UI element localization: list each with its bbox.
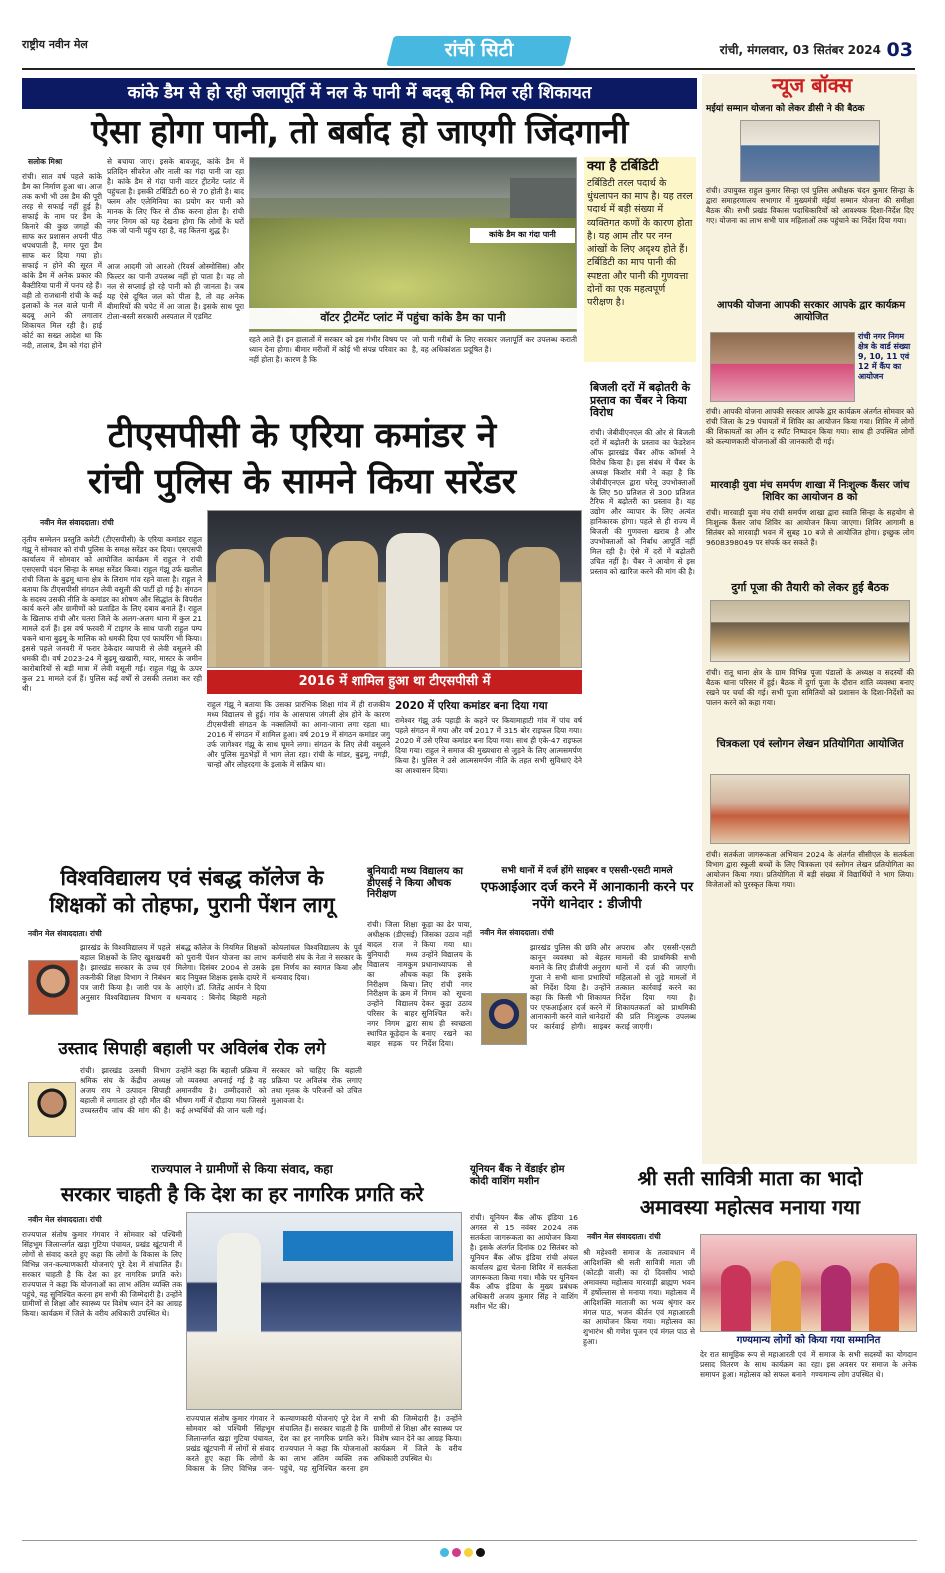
footer-rule [22, 1540, 917, 1541]
university-headline-line-1: विश्वविद्यालय एवं संबद्ध कॉलेज के [60, 866, 324, 890]
officer-figure [448, 539, 500, 668]
ustad-headline: उस्ताद सिपाही बहाली पर अविलंब रोक लगे [58, 1039, 326, 1059]
lead-photo-caption-bottom: वॉटर ट्रीटमेंट प्लांट में पहुंचा कांके डैम का पानी [249, 308, 577, 329]
cyan-mark [440, 1548, 449, 1557]
news-item-4-headline: दुर्गा पूजा की तैयारी को लेकर हुई बैठक [731, 581, 889, 594]
governor-figure [217, 1233, 261, 1333]
officer-figure [270, 537, 322, 668]
page-number: 03 [886, 39, 913, 61]
surrender-photo-banner: 2016 में शामिल हुआ था टीएसपीसी में [207, 670, 582, 694]
university-byline: नवीन मेल संवाददाता। रांची [28, 929, 102, 938]
lead-photo [249, 157, 577, 332]
turbidity-title: क्या है टर्बिडिटी [587, 159, 659, 174]
news-item-5-headline: चित्रकला एवं स्लोगन लेखन प्रतियोगिता आयोजित [716, 738, 904, 750]
surrender-photo [207, 510, 582, 668]
sati-body-2: देर रात सामूहिक रूप से महाआरती एवं प्रसाद वितरण के साथ कार्यक्रम का समापन हुआ। महोत्सव को सफल बनाने में समाज के सभी सदस्यों का योगदान रहा। इस अवसर पर समाज के अनेक गण्यमान्य लोग उपस्थित थे। [700, 1350, 917, 1379]
fir-byline: नवीन मेल संवाददाता। रांची [480, 928, 554, 937]
news-item-3-headline: मारवाड़ी युवा मंच समर्पण शाखा में निःशुल्क कैंसर जांच शिविर का आयोजन 8 को [710, 480, 910, 503]
lead-kicker: कांके डैम से हो रही जलापूर्ति में नल के पानी में बदबू की मिल रही शिकायत [22, 78, 697, 109]
sati-photo [700, 1234, 917, 1332]
teacher-portrait [28, 960, 78, 1015]
surrender-col-mid: राहुल गंझू ने बताया कि उसका प्रारंभिक शिक्षा गांव में ही राजकीय मध्य विद्यालय से हुई। गांव के आसपास जंगली क्षेत्र होने के कारण टीएसपीसी संगठन के नक्सलियों का आना-जाना लगा रहता था। 2016 में संगठन में शामिल हुआ। वर्ष 2019 में संगठन कमांडर जगु उर्फ जागेश्वर गंझू के साथ घूमने लगा। संगठन के लिए लेवी वसूलने और पुलिस मुठभेड़ों में भाग लेता रहा। रांची के मांडर, बुढ़मू, नगड़ी, चान्हो और लोहरदगा के इलाके में सक्रिय था। [207, 700, 390, 769]
sati-byline: नवीन मेल संवाददाता। रांची [587, 1232, 661, 1241]
ustad-body: रांची। झारखंड उत्सवी विभाग श्रमिक संघ के केंद्रीय अध्यक्ष अजय राय ने उत्पादन सिपाही बहाली में लगातार हो रही मौत की उच्चस्तरीय जांच की मांग की है। उन्होंने कहा कि बहाली प्रक्रिया में जो व्यवस्था अपनाई गई है वह अमानवीय है। उम्मीदवारों को भीषण गर्मी में दौड़ाया गया जिससे कई अभ्यर्थियों की जान चली गई। सरकार को चाहिए कि बहाली प्रक्रिया पर अविलंब रोक लगाए तथा मृतक के परिजनों को उचित मुआवजा दे। [80, 1066, 362, 1115]
dgp-portrait [481, 993, 527, 1045]
school-body: रांची। जिला शिक्षा अधीक्षक (डीएसई) बादल राज ने बुनियादी मध्य विद्यालय नामकुम का औचक निरीक्षण किया। निरीक्षण के क्रम में उन्होंने विद्यालय परिसर के बाहर नगर निगम द्वारा स्थापित कूड़ेदान के बाहर सड़क पर कूड़ा का ढेर पाया, जिसका उठाव नहीं किया गया था। उन्होंने विद्यालय के प्रधानाध्यापक से कहा कि इसके लिए रांची नगर निगम को सूचना देकर कूड़ा उठाव सुनिश्चित करें। साथ ही स्वच्छता बनाए रखने का निर्देश दिया। [367, 920, 472, 1049]
registration-marks [440, 1548, 520, 1561]
surrender-subhead-2020: 2020 में एरिया कमांडर बना दिया गया [395, 700, 548, 712]
turbidity-box [584, 157, 696, 362]
sati-headline-line-1: श्री सती सावित्री माता का भादो [637, 1166, 863, 1190]
black-mark [476, 1548, 485, 1557]
lead-headline: ऐसा होगा पानी, तो बर्बाद हो जाएगी जिंदगानी [91, 112, 628, 151]
sati-headline-line-2: अमावस्या महोत्सव मनाया गया [639, 1195, 861, 1219]
sati-photo-caption: गण्यमान्य लोगों को किया गया सम्मानित [736, 1335, 881, 1346]
news-item-2-photo-label: रांची नगर निगम क्षेत्र के वार्ड संख्या 9, 10, 11 एवं 12 में कैंप का आयोजन [858, 332, 911, 381]
electricity-body: रांची। जेबीवीएनएल की ओर से बिजली दरों में बढ़ोतरी के प्रस्ताव का फेडरेशन ऑफ झारखंड चैंबर ऑफ कॉमर्स ने विरोध किया है। इस संबंध में चैंबर के अध्यक्ष किशोर मंत्री ने कहा है कि जेबीवीएनएल द्वारा घरेलू उपभोक्ताओं के लिए 50 प्रतिशत से 300 प्रतिशत टैरिफ में बढ़ोतरी का प्रस्ताव है। यह उद्योग और व्यापार के लिए अत्यंत हानिकारक होगा। पहले से ही राज्य में बिजली की गुणवत्ता खराब है और उपभोक्ताओं को निर्बाध आपूर्ति नहीं मिल रही है। ऐसे में दरों में बढ़ोतरी उचित नहीं है। चैंबर ने आयोग से इस प्रस्ताव को खारिज करने की मांग की है। [590, 428, 695, 576]
news-item-1-body: रांची। उपायुक्त राहुल कुमार सिन्हा एवं पुलिस अधीक्षक चंदन कुमार सिन्हा के द्वारा समाहरणालय सभागार में मुख्यमंत्री मंईयां सम्मान योजना की समीक्षा बैठक की। सभी प्रखंड विकास पदाधिकारियों को आवश्यक दिशा-निर्देश दिए गए। योजना का लाभ सभी पात्र महिलाओं तक पहुंचाने का निर्देश दिया गया। [706, 186, 914, 225]
sati-body: श्री महेश्वरी समाज के तत्वावधान में आदिशक्ति श्री सती सावित्री माता जी (कोटड़ी वाली) का दो दिवसीय भादो अमावस्या महोत्सव मारवाड़ी ब्राह्मण भवन में हर्षोल्लास से मनाया गया। महोत्सव में आदिशक्ति माताजी का भव्य श्रृंगार कर मंगल पाठ, भजन कीर्तन एवं महाआरती का आयोजन किया गया। महोत्सव का शुभारंभ श्री गणेश पूजन एवं मंगल पाठ से हुआ। [583, 1248, 695, 1347]
news-item-4-body: रांची। रातू थाना क्षेत्र के ग्राम विभिन्न पूजा पंडालों के अध्यक्ष व सदस्यों की बैठक थाना परिसर में हुई। बैठक में दुर्गा पूजा के दौरान शांति व्यवस्था बनाए रखने पर चर्चा की गई। सभी पूजा समितियों को प्रशासन के दिशा-निर्देशों का पालन करने को कहा गया। [706, 668, 914, 707]
university-body: झारखंड के विश्वविद्यालय में पहले बहाल शिक्षकों के लिए खुशखबरी है। झारखंड सरकार के उच्च एवं तकनीकी शिक्षा विभाग ने निबंधन पत्र जारी किया है। जारी पत्र के अनुसार विश्वविद्यालय विभाग व संबद्ध कॉलेज के नियमित शिक्षकों को पुरानी पेंशन योजना का लाभ मिलेगा। दिसंबर 2004 से उसके बाद नियुक्त शिक्षक इसके दायरे में आएंगे। डॉ. जितेंद्र आर्यन ने दिया धन्यवाद : बिनोद बिहारी महतो कोयलांचल विश्वविद्यालय के पूर्व कर्मचारी संघ के नेता ने सरकार के इस निर्णय का स्वागत किया और धन्यवाद दिया। [80, 943, 362, 1002]
governor-body-cont: राज्यपाल संतोष कुमार गंगवार ने सोमवार को पश्चिमी सिंहभूम जिलान्तर्गत खड़ा गुटिया पंचायत, प्रखंड खूंटपानी में लोगों से संवाद करते हुए कहा कि लोगों के विकास के लिए विभिन्न जन-कल्याणकारी योजनाएं पूरे देश में संचालित हैं। सरकार चाहती है कि देश का हर नागरिक प्रगति करे। राज्यपाल ने कहा कि योजनाओं का लाभ अंतिम व्यक्ति तक पहुंचे, यह सुनिश्चित करना हम सभी की जिम्मेदारी है। उन्होंने ग्रामीणों से शिक्षा और स्वास्थ्य पर विशेष ध्यान देने का आग्रह किया। कार्यक्रम में जिले के वरीय अधिकारी उपस्थित थे। [186, 1414, 462, 1473]
surrendered-man-figure [386, 533, 440, 668]
surrender-headline-line-2: रांची पुलिस के सामने किया सरेंडर [87, 462, 517, 502]
school-kicker: बुनियादी मध्य विद्यालय का डीएसई ने किया औचक निरीक्षण [367, 866, 464, 900]
news-item-3-body: रांची। मारवाड़ी युवा मंच रांची समर्पण शाखा द्वारा स्वाति सिन्हा के सहयोग से निःशुल्क कैंसर जांच शिविर का आयोजन किया जाएगा। शिविर आगामी 8 सितंबर को मारवाड़ी भवन में सुबह 10 बजे से आयोजित होगा। इच्छुक लोग 9608398049 पर संपर्क कर सकते हैं। [706, 508, 914, 547]
electricity-headline: बिजली दरों में बढ़ोतरी के प्रस्ताव का चैंबर ने किया विरोध [590, 381, 691, 420]
magenta-mark [452, 1548, 461, 1557]
surrender-byline: नवीन मेल संवाददाता। रांची [40, 518, 114, 527]
banner-shape [283, 1231, 453, 1261]
union-bank-body: रांची। यूनियन बैंक ऑफ इंडिया 16 अगस्त से 15 नवंबर 2024 तक सतर्कता जागरूकता का आयोजन किया है। इसके अंतर्गत दिनांक 02 सितंबर को यूनियन बैंक ऑफ इंडिया रांची अंचल कार्यालय द्वारा चेतना शिविर में सतर्कता जागरूकता किया गया। मौके पर यूनियन बैंक ऑफ इंडिया के मुख्य प्रबंधक अधिकारी अजय कुमार सिंह ने वाशिंग मशीन भेंट की। [470, 1213, 578, 1312]
governor-body: राज्यपाल संतोष कुमार गंगवार ने सोमवार को पश्चिमी सिंहभूम जिलान्तर्गत खड़ा गुटिया पंचायत, प्रखंड खूंटपानी में लोगों से संवाद करते हुए कहा कि लोगों के विकास के लिए विभिन्न जन-कल्याणकारी योजनाएं पूरे देश में संचालित हैं। सरकार चाहती है कि देश का हर नागरिक प्रगति करे। राज्यपाल ने कहा कि योजनाओं का लाभ अंतिम व्यक्ति तक पहुंचे, यह सुनिश्चित करना हम सभी की जिम्मेदारी है। उन्होंने ग्रामीणों से शिक्षा और स्वास्थ्य पर विशेष ध्यान देने का आग्रह किया। कार्यक्रम में जिले के वरीय अधिकारी उपस्थित थे। [22, 1230, 182, 1319]
paper-name: राष्ट्रीय नवीन मेल [22, 38, 88, 51]
lead-col-2: से बचाया जाए। इसके बावजूद, कांके डैम में प्रतिदिन सीवरेज और नाली का गंदा पानी जा रहा है। कांके डैम से गंदा पानी वाटर ट्रीटमेंट प्लांट में पहुंचता है। इसकी टर्बिडिटी 60 से 70 होती है। बाद फ्लम और एलेमिनिया का प्रयोग कर पानी को मानक के लिए फिर से ठीक करना होता है। रांची नगर निगम को यह देखना होगा कि लोगों के घरों तक जो पानी पहुंच रहा है, वह कितना शुद्ध है। [107, 157, 244, 236]
surrender-col-right: रामेश्वर गंझू उर्फ पहाड़ी के कहने पर कियामाहाटी गांव में पांच वर्ष पहले संगठन में गया और वर्ष 2017 में 315 बोर राइफल दिया गया। 2020 में उसे एरिया कमांडर बना दिया गया। साथ ही एके-47 राइफल दिया गया। राहुल ने समाज की मुख्यधारा से जुड़ने के लिए आत्मसमर्पण किया है। पुलिस ने उसे आत्मसमर्पण नीति के तहत सभी सुविधाएं देने का आश्वासन दिया। [395, 716, 582, 775]
officer-figure [328, 541, 378, 668]
governor-photo [186, 1212, 462, 1410]
turbidity-body: टर्बिडिटी तरल पदार्थ के धुंधलापन का माप है। यह तरल पदार्थ में बड़ी संख्या में व्यक्तिगत कणों के कारण होता है। यह आम तौर पर नग्न आंखों के लिए अदृश्य होते हैं। टर्बिडिटी का माप पानी की स्पष्टता और पानी की गुणवत्ता दोनों का एक महत्वपूर्ण परीक्षण है। [587, 177, 693, 309]
officer-figure [508, 547, 560, 668]
news-item-2-photo [710, 332, 855, 402]
lead-byline: सलोक मिश्रा [28, 157, 63, 166]
governor-headline: सरकार चाहती है कि देश का हर नागरिक प्रगति करे [60, 1182, 424, 1206]
section-title: रांची सिटी [444, 39, 514, 61]
lead-photo-caption-top: कांके डैम का गंदा पानी [470, 228, 575, 243]
union-bank-headline: यूनियन बैंक ने वेंडाईर होम कोदी वाशिंग मशीन [470, 1164, 565, 1187]
news-item-1-photo [740, 120, 880, 182]
union-leader-portrait [28, 1082, 76, 1137]
news-item-5-photo [710, 774, 910, 844]
surrender-headline-line-1: टीएसपीसी के एरिया कमांडर ने [107, 416, 497, 456]
woman-figure [721, 1265, 751, 1332]
masthead-rule [22, 68, 915, 70]
news-item-2-body: रांची। आपकी योजना आपकी सरकार आपके द्वार कार्यक्रम अंतर्गत सोमवार को रांची जिला के 29 पंचायतों में शिविर का आयोजन किया गया। शिविर में लोगों की शिकायतों का ऑन द स्पॉट निष्पादन किया गया। साथ ही उपस्थित लोगों को कल्याणकारी योजनाओं की जानकारी दी गई। [706, 407, 914, 446]
lead-col-3: आज आदमी जो आरओ (रिवर्स ओस्मोसिस) और फिल्टर का पानी उपलब्ध नहीं हो पाता है। वह तो नल से सप्लाई हो रहे पानी को ही जानता है। जब यह ऐसे दूषित जल को पीता है, तो वह अनेक बीमारियों की चपेट में आ जाता है। इसके साथ पूरा टोला-बस्ती सरकारी अस्पताल में एडमिट [107, 262, 244, 321]
yellow-mark [464, 1548, 473, 1557]
news-box-title: न्यूज बॉक्स [771, 73, 853, 97]
fir-kicker: सभी थानों में दर्ज होंगे साइबर व एससी-एसटी मामले [501, 866, 673, 876]
woman-figure [869, 1263, 899, 1332]
lead-col-1: रांची। सात वर्ष पहले कांके डैम का निर्माण हुआ था। आज तक कभी भी उस डैम की पूरी तरह से सफाई नहीं हुई है। सफाई के नाम पर डैम के किनारे की कुछ जगहों की साफ कर प्रशासन अपनी पीठ थपथपाती है, मगर पूरा डैम साफ कर दिया गया हो। सफाई न होने की सूरत में कांके डैम में अनेक प्रकार की बैक्टीरिया पानी में पनप रहे हैं। वही तो राजधानी रांची के कई इलाकों के नल वाले पानी में बदबू आने की लगातार शिकायत मिल रही है। हाई कोर्ट का सख्त आदेश था कि नदी, तालाब, डैम को गंदा होने [22, 172, 102, 350]
fir-body: झारखंड पुलिस की छवि और कानून व्यवस्था को बेहतर बनाने के लिए डीजीपी अनुराग गुप्ता ने सभी थाना प्रभारियों को निर्देश दिया है। उन्होंने कहा कि किसी भी शिकायत पर एफआईआर दर्ज करने में आनाकानी करने वाले थानेदारों पर कार्रवाई होगी। साइबर अपराध और एससी-एसटी मामलों की प्राथमिकी सभी थानों में दर्ज की जाएगी। महिलाओं से जुड़े मामलों में तत्काल कार्रवाई करने का निर्देश दिया गया है। शिकायतकर्ता को प्राथमिकी की प्रति निःशुल्क उपलब्ध कराई जाएगी। [530, 943, 696, 1032]
lead-col-4: रहते आते हैं। इन हालातों में सरकार को इस गंभीर विषय पर ध्यान देना होगा। बीमार मरीजों में कोई भी संपन्न परिवार का नहीं होता है। कारण है कि [249, 335, 407, 364]
university-headline-line-2: शिक्षकों को तोहफा, पुरानी पेंशन लागू [49, 893, 335, 917]
masthead [22, 34, 927, 72]
officer-figure [216, 549, 264, 668]
fir-headline: एफआईआर दर्ज करने में आनाकानी करने पर नपेंगे थानेदार : डीजीपी [480, 880, 694, 912]
news-box [702, 74, 917, 1164]
paper-logo [22, 38, 88, 56]
dateline: रांची, मंगलवार, 03 सितंबर 2024 [719, 43, 881, 57]
governor-kicker: राज्यपाल ने ग्रामीणों से किया संवाद, कहा [151, 1162, 333, 1176]
news-item-2-headline: आपकी योजना आपकी सरकार आपके द्वार कार्यक्रम आयोजित [716, 300, 906, 323]
governor-byline: नवीन मेल संवाददाता। रांची [28, 1215, 102, 1224]
woman-figure [771, 1261, 801, 1332]
news-item-5-body: रांची। सतर्कता जागरूकता अभियान 2024 के अंतर्गत सीसीएल के सतर्कता विभाग द्वारा स्कूली बच्चों के लिए चित्रकला एवं स्लोगन लेखन प्रतियोगिता का आयोजन किया गया। प्रतियोगिता में बड़ी संख्या में विद्यार्थियों ने भाग लिया। विजेताओं को पुरस्कृत किया गया। [706, 850, 914, 889]
news-item-1-headline: मईयां सम्मान योजना को लेकर डीसी ने की बैठक [706, 104, 865, 114]
surrender-col-left: तृतीय सम्मेलन प्रस्तुति कमेटी (टीएसपीसी) के एरिया कमांडर राहुल गंझू ने सोमवार को रांची पुलिस के समक्ष सरेंडर कर दिया। एसएसपी कार्यालय में सोमवार को आयोजित कार्यक्रम में राहुल ने रांची एसएसपी चंदन सिन्हा के समक्ष सरेंडर किया। राहुल गंझू उर्फ खलील रांची जिला के बुढ़मू थाना क्षेत्र के लिराम गांव रहने वाला है। राहुल ने बताया कि टीएसपीसी संगठन लेवी वसूली की पार्टी हो गई है। संगठन के सदस्य उसकी नीति के कमांडर का शोषण और सिद्धांत के विपरीत कार्य करने और ग्रामीणों को प्रताड़ित के लिए दबाव बनाते हैं। राहुल के खिलाफ रांची और चतरा जिले के अलग-अलग थाना में कुल 21 मामले दर्ज हैं। इस वर्ष फरवरी में टाइगर के साथ पाजी राहुल पम्प चकने थाना बुढ़मू के मालिक को धमकी दिया एवं फायरिंग भी किया। इससे पहले जनवरी में फरार ठेकेदार व्यापारी से लेवी वसूलने की धमकी दी। वर्ष 2023-24 में बुढ़मू खखारी, ग्वार, मास्टर के जमीन कारोबारियों से बड़ी मात्रा में लेवी वसूली गई। राहुल गंझू के ऊपर कुल 21 मामले दर्ज हैं। पुलिस कई वर्षों से उसकी तलाश कर रही थी। [22, 535, 202, 693]
woman-figure [821, 1265, 851, 1332]
news-item-4-photo [710, 600, 910, 662]
lead-col-5: जो पानी गरीबों के लिए सरकार जलापूर्ति कर उपलब्ध कराती है, वह अधिकांशतः प्रदूषित है। [412, 335, 577, 354]
